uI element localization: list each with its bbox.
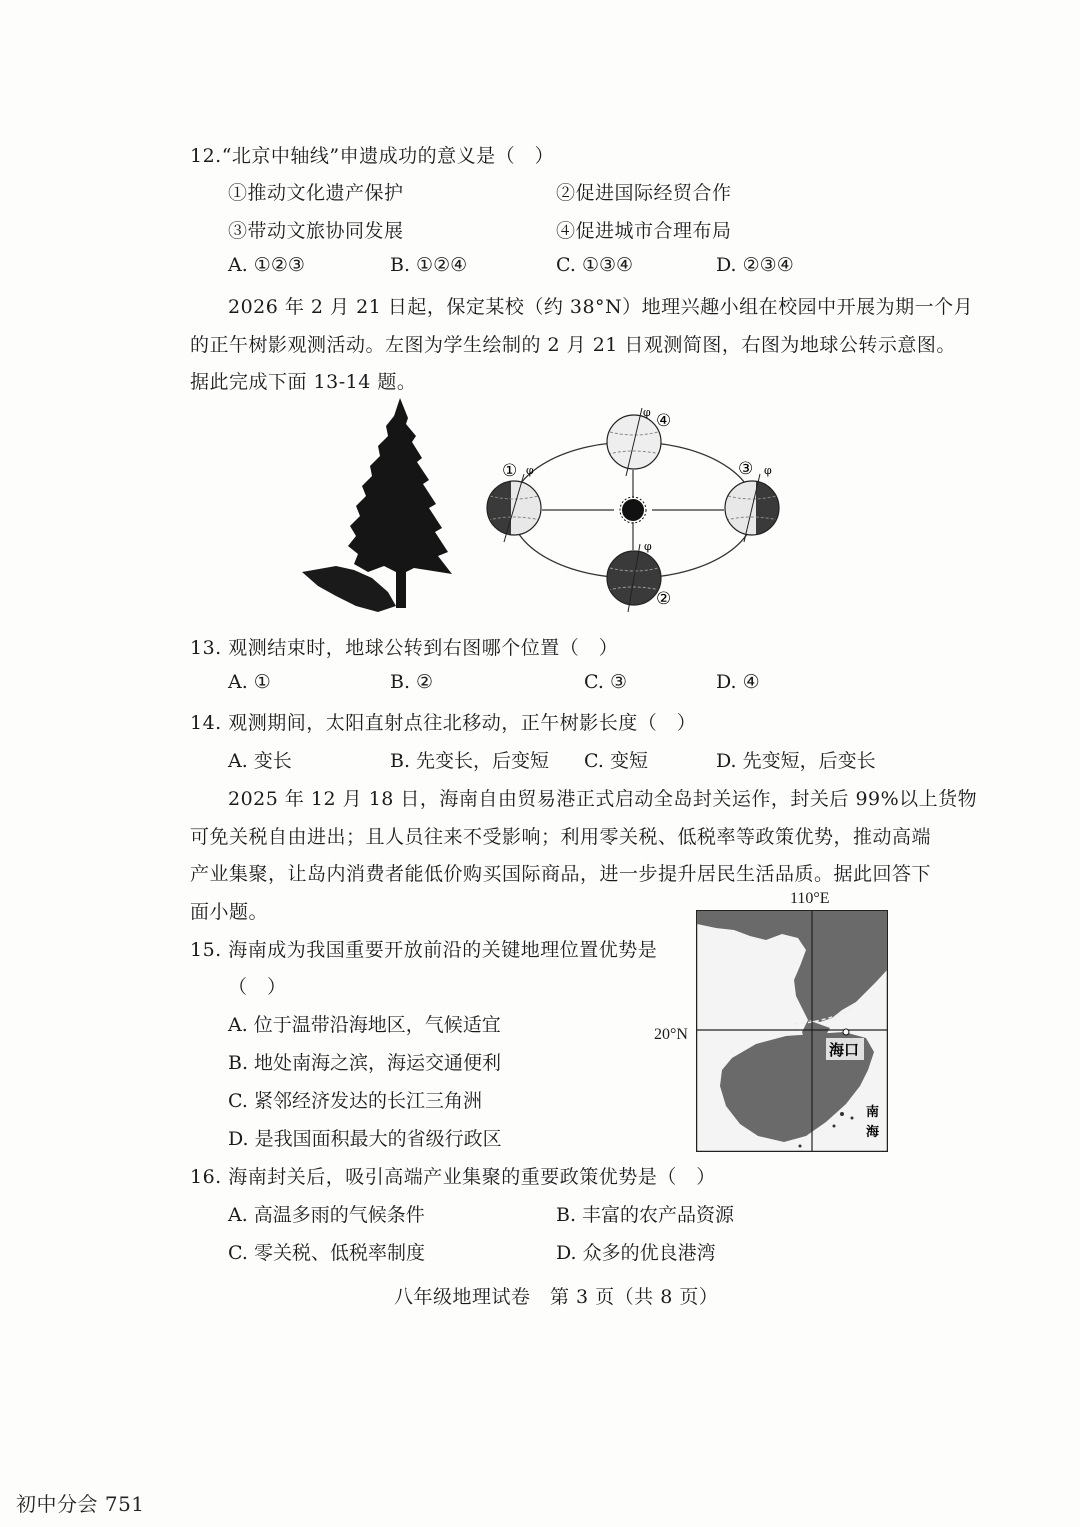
q15-option-b[interactable]: B. 地处南海之滨，海运交通便利 <box>228 1052 502 1074</box>
page-footer: 八年级地理试卷 第 3 页（共 8 页） <box>394 1286 719 1308</box>
intro-15-16-line-2: 可免关税自由进出；且人员往来不受影响；利用零关税、低税率等政策优势，推动高端 <box>190 826 932 848</box>
watermark-label: 初中分会 751 <box>16 1492 145 1516</box>
orbit-label-3: ③ <box>738 459 754 479</box>
q12-option-a[interactable]: A. ①②③ <box>228 254 305 276</box>
q12-option-b[interactable]: B. ①②④ <box>390 254 468 276</box>
q12-item-1: ①推动文化遗产保护 <box>228 182 404 204</box>
orbit-label-2: ② <box>656 589 672 609</box>
q16-option-a[interactable]: A. 高温多雨的气候条件 <box>228 1204 425 1226</box>
q16-stem: 16. 海南封关后，吸引高端产业集聚的重要政策优势是（ ） <box>190 1166 716 1188</box>
map-latitude-label: 20°N <box>654 1026 688 1043</box>
map-city-label: 海口 <box>829 1041 860 1059</box>
earth-orbit-figure <box>480 404 800 616</box>
q14-option-d[interactable]: D. 先变短，后变长 <box>716 750 876 772</box>
q13-option-d[interactable]: D. ④ <box>716 671 760 693</box>
axis-symbol: φ <box>764 464 772 477</box>
tree-shadow <box>302 566 396 612</box>
hainan-map <box>696 910 888 1152</box>
axis-symbol: φ <box>643 406 651 419</box>
q16-option-d[interactable]: D. 众多的优良港湾 <box>556 1242 716 1264</box>
sun-icon <box>622 499 644 521</box>
q14-option-c[interactable]: C. 变短 <box>584 750 648 772</box>
q12-item-2: ②促进国际经贸合作 <box>556 182 732 204</box>
q12-option-d[interactable]: D. ②③④ <box>716 254 794 276</box>
map-sea-label-2: 海 <box>866 1125 880 1140</box>
q12-stem: 12.“北京中轴线”申遗成功的意义是（ ） <box>190 145 555 167</box>
map-sea-label-1: 南 <box>866 1105 880 1120</box>
q12-item-4: ④促进城市合理布局 <box>556 220 732 242</box>
q12-item-3: ③带动文旅协同发展 <box>228 220 404 242</box>
intro-15-16-line-3: 产业集聚，让岛内消费者能低价购买国际商品，进一步提升居民生活品质。据此回答下 <box>190 863 932 885</box>
q13-option-a[interactable]: A. ① <box>228 671 271 693</box>
intro-15-16-line-4: 面小题。 <box>190 901 269 923</box>
q15-blank: （ ） <box>228 976 287 998</box>
orbit-label-1: ① <box>502 461 518 481</box>
q13-stem: 13. 观测结束时，地球公转到右图哪个位置（ ） <box>190 637 619 659</box>
q15-option-d[interactable]: D. 是我国面积最大的省级行政区 <box>228 1128 502 1150</box>
q16-option-c[interactable]: C. 零关税、低税率制度 <box>228 1242 425 1264</box>
orbit-label-4: ④ <box>656 411 672 431</box>
q15-stem: 15. 海南成为我国重要开放前沿的关键地理位置优势是 <box>190 939 658 961</box>
q14-option-b[interactable]: B. 先变长，后变短 <box>390 750 550 772</box>
intro-15-16-line-1: 2025 年 12 月 18 日，海南自由贸易港正式启动全岛封关运作，封关后 99%以上货物 <box>228 788 978 810</box>
map-longitude-label: 110°E <box>790 890 830 907</box>
axis-symbol: φ <box>644 540 652 553</box>
q12-option-c[interactable]: C. ①③④ <box>556 254 634 276</box>
intro-13-14-line-2: 的正午树影观测活动。左图为学生绘制的 2 月 21 日观测简图，右图为地球公转示意图。 <box>190 334 956 356</box>
haikou-marker <box>843 1029 849 1035</box>
q14-stem: 14. 观测期间，太阳直射点往北移动，正午树影长度（ ） <box>190 712 697 734</box>
q15-option-a[interactable]: A. 位于温带沿海地区，气候适宜 <box>228 1014 501 1036</box>
q16-option-b[interactable]: B. 丰富的农产品资源 <box>556 1204 735 1226</box>
q14-option-a[interactable]: A. 变长 <box>228 750 292 772</box>
intro-13-14-line-3: 据此完成下面 13-14 题。 <box>190 371 417 393</box>
tree-shadow-figure <box>296 396 461 616</box>
q13-option-c[interactable]: C. ③ <box>584 671 627 693</box>
axis-symbol: φ <box>526 464 534 477</box>
intro-13-14-line-1: 2026 年 2 月 21 日起，保定某校（约 38°N）地理兴趣小组在校园中开展为期一个月 <box>228 296 974 318</box>
q13-option-b[interactable]: B. ② <box>390 671 434 693</box>
q15-option-c[interactable]: C. 紧邻经济发达的长江三角洲 <box>228 1090 482 1112</box>
